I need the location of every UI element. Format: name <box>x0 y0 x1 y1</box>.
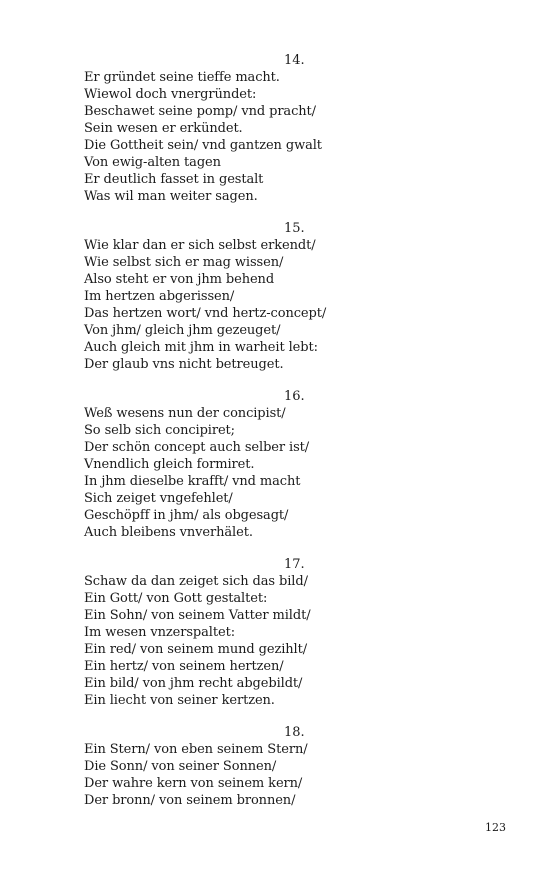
verse-line: Geschöpff in jhm/ als obgesagt/ <box>84 508 289 523</box>
verse-line: Ein red/ von seinem mund gezihlt/ <box>84 642 308 657</box>
verse-line: Auch bleibens vnverhälet. <box>84 525 253 540</box>
verse-line: So selb sich concipiret; <box>84 423 235 438</box>
verse-line: Der bronn/ von seinem bronnen/ <box>84 793 296 808</box>
stanza-number: 14. <box>284 53 305 68</box>
verse-line: Ein Sohn/ von seinem Vatter mildt/ <box>84 608 311 623</box>
stanza-number: 16. <box>284 389 305 404</box>
verse-line: Vnendlich gleich formiret. <box>84 457 255 472</box>
verse-line: Auch gleich mit jhm in warheit lebt: <box>84 340 318 355</box>
verse-line: Weß wesens nun der concipist/ <box>84 406 286 421</box>
verse-line: Das hertzen wort/ vnd hertz-concept/ <box>84 306 327 321</box>
verse-line: Schaw da dan zeiget sich das bild/ <box>84 574 308 589</box>
verse-line: Ein liecht von seiner kertzen. <box>84 693 275 708</box>
verse-line: Sein wesen er erkündet. <box>84 121 243 136</box>
verse-line: Ein hertz/ von seinem hertzen/ <box>84 659 284 674</box>
verse-line: Beschawet seine pomp/ vnd pracht/ <box>84 104 316 119</box>
verse-line: Der glaub vns nicht betreuget. <box>84 357 284 372</box>
stanza-lines <box>84 69 322 205</box>
verse-line: Was wil man weiter sagen. <box>84 189 258 204</box>
verse-line: Wiewol doch vnergründet: <box>84 87 257 102</box>
stanza-number: 18. <box>284 725 305 740</box>
verse-line: Die Gottheit sein/ vnd gantzen gwalt <box>84 138 322 153</box>
stanza-lines <box>84 741 308 809</box>
stanza-lines <box>84 237 326 373</box>
verse-line: Die Sonn/ von seiner Sonnen/ <box>84 759 277 774</box>
verse-line: Im wesen vnzerspaltet: <box>84 625 235 640</box>
verse-line: Er gründet seine tieffe macht. <box>84 70 280 85</box>
verse-line: Er deutlich fasset in gestalt <box>84 172 264 187</box>
verse-line: Wie klar dan er sich selbst erkendt/ <box>84 238 316 253</box>
verse-line: Der wahre kern von seinem kern/ <box>84 776 303 791</box>
stanza-number: 17. <box>284 557 305 572</box>
verse-line: Von jhm/ gleich jhm gezeuget/ <box>84 323 281 338</box>
verse-line: Ein Gott/ von Gott gestaltet: <box>84 591 268 606</box>
stanza-number: 15. <box>284 221 305 236</box>
verse-line: Ein Stern/ von eben seinem Stern/ <box>84 742 308 757</box>
verse-line: Der schön concept auch selber ist/ <box>84 440 310 455</box>
verse-line: Ein bild/ von jhm recht abgebildt/ <box>84 676 303 691</box>
verse-line: Sich zeiget vngefehlet/ <box>84 491 233 506</box>
verse-line: In jhm dieselbe krafft/ vnd macht <box>84 474 301 489</box>
verse-line: Also steht er von jhm behend <box>84 272 275 287</box>
verse-line: Im hertzen abgerissen/ <box>84 289 235 304</box>
page-number: 123 <box>485 821 506 834</box>
stanza-lines <box>84 405 309 541</box>
verse-line: Von ewig-alten tagen <box>84 155 221 170</box>
stanza-lines <box>84 573 310 709</box>
verse-line: Wie selbst sich er mag wissen/ <box>84 255 284 270</box>
